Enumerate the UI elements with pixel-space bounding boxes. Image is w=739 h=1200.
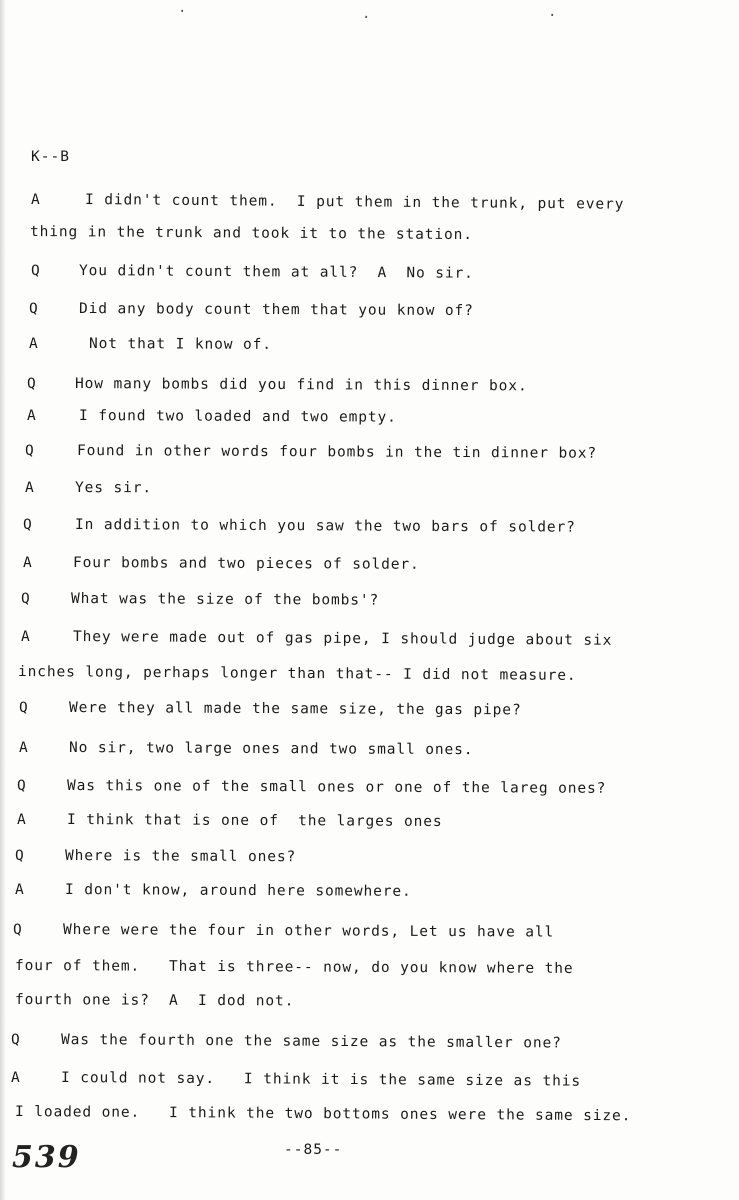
transcript-line: Not that I know of. bbox=[88, 336, 273, 353]
speaker-label: A bbox=[31, 192, 40, 208]
speaker-label: A bbox=[17, 812, 26, 828]
scan-speck: · bbox=[178, 4, 187, 20]
transcript-line: Four bombs and two pieces of solder. bbox=[72, 555, 420, 573]
speaker-label: A bbox=[11, 1070, 20, 1086]
speaker-label: Q bbox=[13, 922, 22, 938]
speaker-label: Q bbox=[23, 517, 32, 533]
speaker-label: A bbox=[15, 882, 24, 898]
transcript-line: I found two loaded and two empty. bbox=[78, 408, 397, 426]
page-number: --85-- bbox=[284, 1142, 343, 1158]
speaker-label: A bbox=[25, 480, 34, 496]
speaker-label: Q bbox=[25, 443, 34, 459]
transcript-line: Where were the four in other words, Let us have all bbox=[62, 922, 555, 941]
speaker-label: Q bbox=[27, 376, 36, 392]
transcript-line: I loaded one. I think the two bottoms ones were the same size. bbox=[14, 1104, 632, 1125]
transcript-line: thing in the trunk and took it to the station. bbox=[29, 224, 474, 244]
transcript-line: Was the fourth one the same size as the smaller one? bbox=[60, 1032, 562, 1052]
transcript-line: What was the size of the bombs'? bbox=[70, 591, 380, 609]
scan-speck: · bbox=[362, 10, 371, 26]
transcript-line: four of them. That is three-- now, do you know where the bbox=[14, 958, 574, 977]
speaker-label: Q bbox=[15, 848, 24, 864]
speaker-label: Q bbox=[29, 301, 38, 317]
handwritten-page-stamp: 539 bbox=[12, 1140, 81, 1175]
transcript-line: fourth one is? A I dod not. bbox=[14, 992, 295, 1010]
transcript-line: I could not say. I think it is the same size as this bbox=[60, 1070, 582, 1090]
transcript-line: I don't know, around here somewhere. bbox=[64, 882, 412, 900]
transcript-line: I didn't count them. I put them in the trunk, put every bbox=[84, 192, 625, 213]
speaker-label: A bbox=[19, 740, 28, 756]
speaker-label: A bbox=[21, 629, 30, 645]
speaker-label: Q bbox=[19, 700, 28, 716]
speaker-label: Q bbox=[31, 263, 40, 279]
transcript-line: How many bombs did you find in this dinner box. bbox=[74, 376, 528, 395]
transcript-line: inches long, perhaps longer than that-- I did not measure. bbox=[17, 664, 577, 684]
transcript-line: You didn't count them at all? A No sir. bbox=[78, 263, 474, 282]
page-edge-shadow bbox=[0, 0, 6, 1200]
speaker-label: Q bbox=[11, 1032, 20, 1048]
speaker-label: A bbox=[23, 555, 32, 571]
transcript-line: I think that is one of the larges ones bbox=[66, 812, 443, 830]
transcript-line: Were they all made the same size, the gas pipe? bbox=[68, 700, 522, 719]
speaker-label: Q bbox=[17, 778, 26, 794]
transcript-line: Where is the small ones? bbox=[64, 848, 297, 866]
transcript-line: Did any body count them that you know of? bbox=[78, 301, 474, 320]
transcript-line: Found in other words four bombs in the tin dinner box? bbox=[76, 443, 598, 462]
speaker-label: A bbox=[29, 336, 38, 352]
document-header-code: K--B bbox=[31, 149, 70, 165]
scan-speck: · bbox=[548, 8, 557, 24]
transcript-line: Yes sir. bbox=[74, 480, 153, 497]
transcript-line: In addition to which you saw the two bars of solder? bbox=[74, 517, 576, 536]
transcript-line: Was this one of the small ones or one of the lareg ones? bbox=[66, 778, 607, 797]
speaker-label: A bbox=[27, 408, 36, 424]
transcript-line: They were made out of gas pipe, I should judge about six bbox=[72, 629, 613, 649]
speaker-label: Q bbox=[21, 591, 30, 607]
transcript-line: No sir, two large ones and two small ones. bbox=[68, 740, 474, 759]
